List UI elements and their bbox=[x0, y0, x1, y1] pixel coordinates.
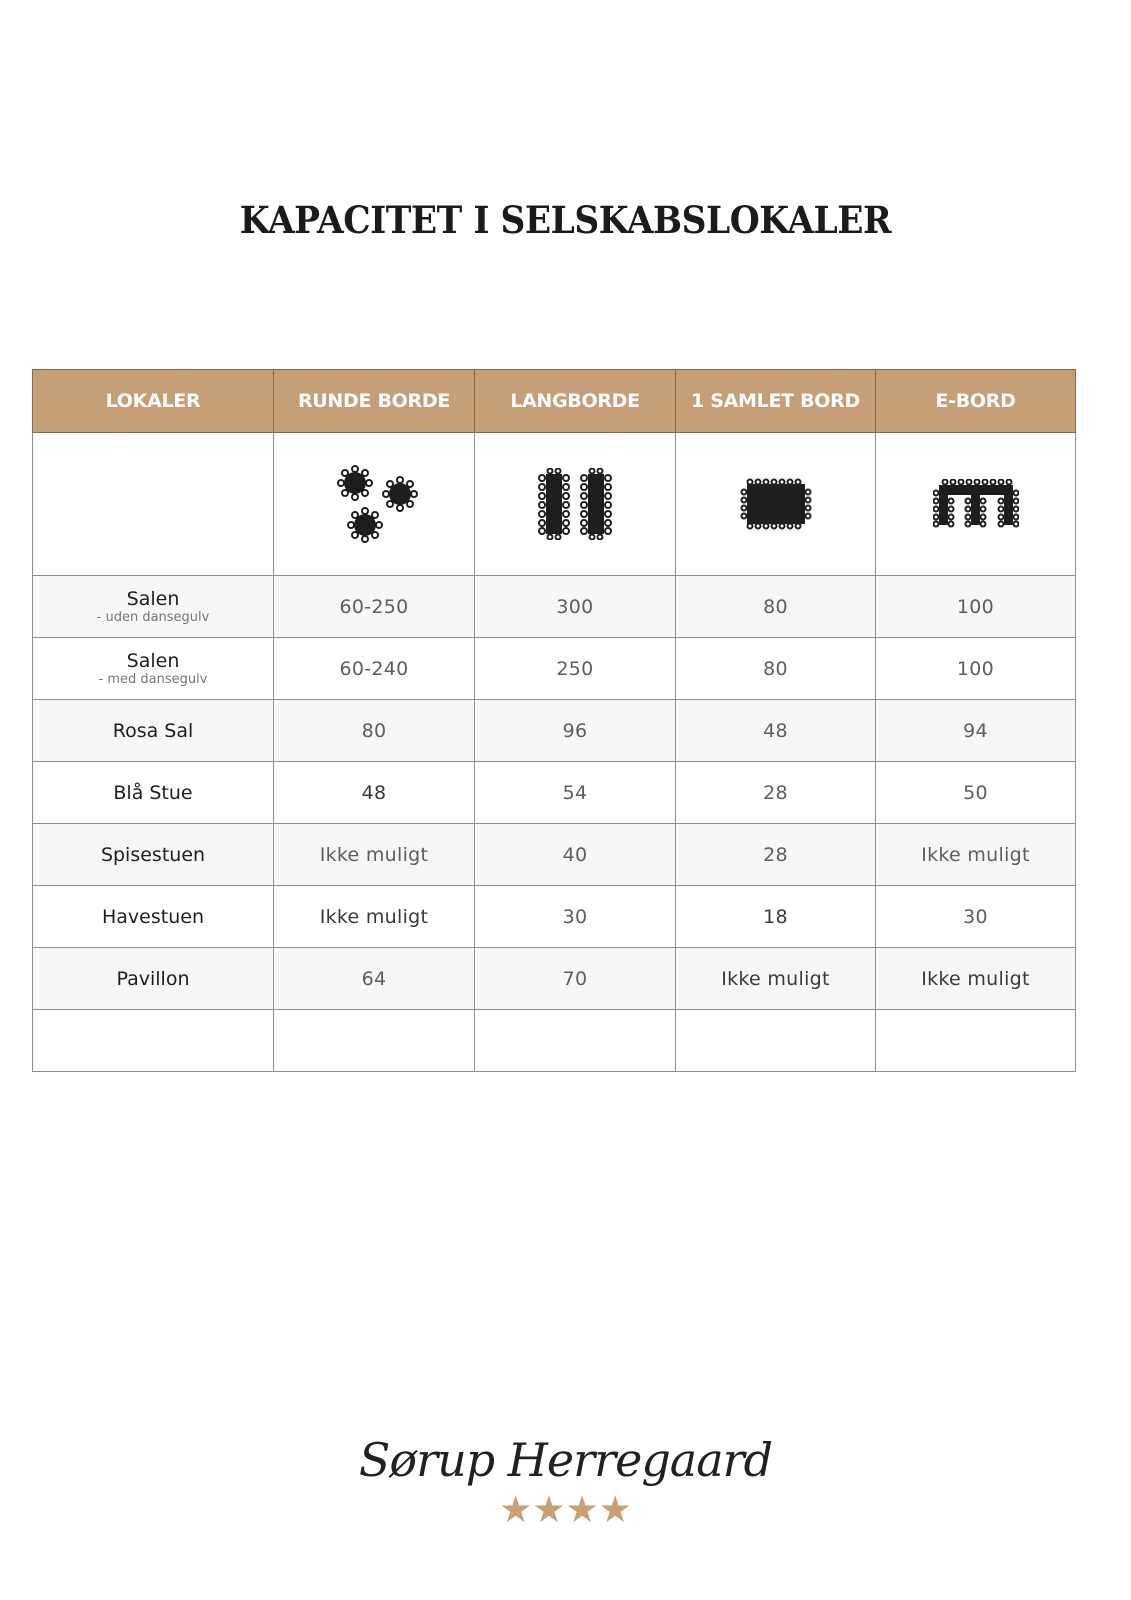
star-rating: ★★★★ bbox=[499, 1489, 632, 1530]
value-cell bbox=[676, 638, 876, 700]
table-row bbox=[33, 762, 1076, 824]
value-cell bbox=[274, 576, 475, 638]
value-cell bbox=[475, 576, 676, 638]
table-row bbox=[33, 700, 1076, 762]
value-cell bbox=[676, 948, 876, 1010]
capacity-value: 28 bbox=[763, 843, 788, 866]
capacity-value: 80 bbox=[361, 719, 387, 742]
value-cell bbox=[274, 762, 475, 824]
icon-cell-runde bbox=[274, 433, 475, 576]
value-cell bbox=[876, 762, 1076, 824]
icon-cell-lang bbox=[475, 433, 676, 576]
capacity-value: 48 bbox=[361, 781, 387, 804]
table-row bbox=[33, 824, 1076, 886]
capacity-value: Ikke muligt bbox=[319, 905, 429, 928]
icon-cell-empty bbox=[33, 433, 274, 576]
value-cell bbox=[274, 824, 475, 886]
value-cell bbox=[274, 638, 475, 700]
capacity-value: 80 bbox=[763, 595, 788, 618]
capacity-table bbox=[32, 369, 1076, 1072]
room-name: Spisestuen bbox=[100, 843, 206, 866]
room-name: Pavillon bbox=[116, 967, 190, 990]
table-row-empty bbox=[33, 1010, 1076, 1072]
capacity-value: 60-240 bbox=[339, 657, 409, 680]
value-cell bbox=[274, 948, 475, 1010]
capacity-value: 50 bbox=[963, 781, 988, 804]
capacity-value: 300 bbox=[556, 595, 594, 618]
table-row bbox=[33, 886, 1076, 948]
header-e-bord: E-BORD bbox=[876, 370, 1076, 433]
capacity-value: Ikke muligt bbox=[721, 967, 830, 990]
header-lokaler: LOKALER bbox=[33, 370, 274, 433]
value-cell bbox=[676, 700, 876, 762]
value-cell bbox=[876, 576, 1076, 638]
capacity-value: Ikke muligt bbox=[921, 967, 1030, 990]
value-cell bbox=[475, 886, 676, 948]
value-cell bbox=[274, 700, 475, 762]
empty-cell bbox=[876, 1010, 1076, 1072]
round-tables-icon bbox=[329, 464, 419, 544]
value-cell bbox=[876, 700, 1076, 762]
value-cell bbox=[475, 824, 676, 886]
room-subtitle: - uden dansegulv bbox=[96, 610, 210, 625]
icon-cell-samlet bbox=[676, 433, 876, 576]
value-cell bbox=[274, 886, 475, 948]
capacity-value: Ikke muligt bbox=[319, 843, 429, 866]
room-cell bbox=[33, 576, 274, 638]
room-cell bbox=[33, 700, 274, 762]
table-row bbox=[33, 948, 1076, 1010]
capacity-value: 94 bbox=[963, 719, 988, 742]
value-cell bbox=[475, 762, 676, 824]
value-cell bbox=[676, 762, 876, 824]
value-cell bbox=[876, 824, 1076, 886]
capacity-value: 30 bbox=[562, 905, 588, 928]
header-samlet-bord: 1 SAMLET BORD bbox=[676, 370, 876, 433]
value-cell bbox=[475, 700, 676, 762]
capacity-value: 250 bbox=[556, 657, 594, 680]
long-tables-icon bbox=[537, 468, 613, 540]
empty-cell bbox=[475, 1010, 676, 1072]
capacity-value: 100 bbox=[956, 595, 995, 618]
room-name: Rosa Sal bbox=[112, 719, 194, 742]
capacity-value: 70 bbox=[562, 967, 588, 990]
single-table-icon bbox=[740, 478, 812, 530]
room-cell bbox=[33, 762, 274, 824]
value-cell bbox=[876, 638, 1076, 700]
room-name: Havestuen bbox=[102, 905, 204, 928]
capacity-value: 30 bbox=[963, 905, 988, 928]
room-cell bbox=[33, 824, 274, 886]
empty-cell bbox=[274, 1010, 475, 1072]
room-cell bbox=[33, 886, 274, 948]
capacity-value: 64 bbox=[361, 967, 387, 990]
table-header-row bbox=[33, 370, 1076, 433]
table-row bbox=[33, 638, 1076, 700]
header-runde-borde: RUNDE BORDE bbox=[274, 370, 475, 433]
header-langborde: LANGBORDE bbox=[475, 370, 676, 433]
value-cell bbox=[676, 886, 876, 948]
capacity-value: 40 bbox=[562, 843, 588, 866]
capacity-value: 48 bbox=[763, 719, 788, 742]
room-cell bbox=[33, 638, 274, 700]
icon-row bbox=[33, 433, 1076, 576]
capacity-value: 18 bbox=[763, 905, 788, 928]
capacity-value: 54 bbox=[562, 781, 588, 804]
value-cell bbox=[475, 638, 676, 700]
room-subtitle: - med dansegulv bbox=[98, 672, 208, 687]
value-cell bbox=[475, 948, 676, 1010]
room-cell bbox=[33, 948, 274, 1010]
e-table-icon bbox=[933, 479, 1019, 529]
room-name: Salen bbox=[126, 588, 180, 610]
logo-text: Sørup Herregaard bbox=[358, 1433, 773, 1487]
capacity-value: 60-250 bbox=[339, 595, 409, 618]
capacity-value: 96 bbox=[562, 719, 588, 742]
value-cell bbox=[876, 886, 1076, 948]
value-cell bbox=[676, 824, 876, 886]
capacity-value: 100 bbox=[956, 657, 995, 680]
empty-cell bbox=[33, 1010, 274, 1072]
capacity-value: 28 bbox=[763, 781, 788, 804]
brand-logo bbox=[0, 1432, 1131, 1488]
empty-cell bbox=[676, 1010, 876, 1072]
icon-cell-e bbox=[876, 433, 1076, 576]
room-name: Blå Stue bbox=[113, 781, 193, 804]
capacity-value: 80 bbox=[763, 657, 788, 680]
room-name: Salen bbox=[126, 650, 180, 672]
page-title: KAPACITET I SELSKABSLOKALER bbox=[239, 198, 892, 242]
table-row bbox=[33, 576, 1076, 638]
value-cell bbox=[676, 576, 876, 638]
value-cell bbox=[876, 948, 1076, 1010]
capacity-value: Ikke muligt bbox=[921, 843, 1030, 866]
